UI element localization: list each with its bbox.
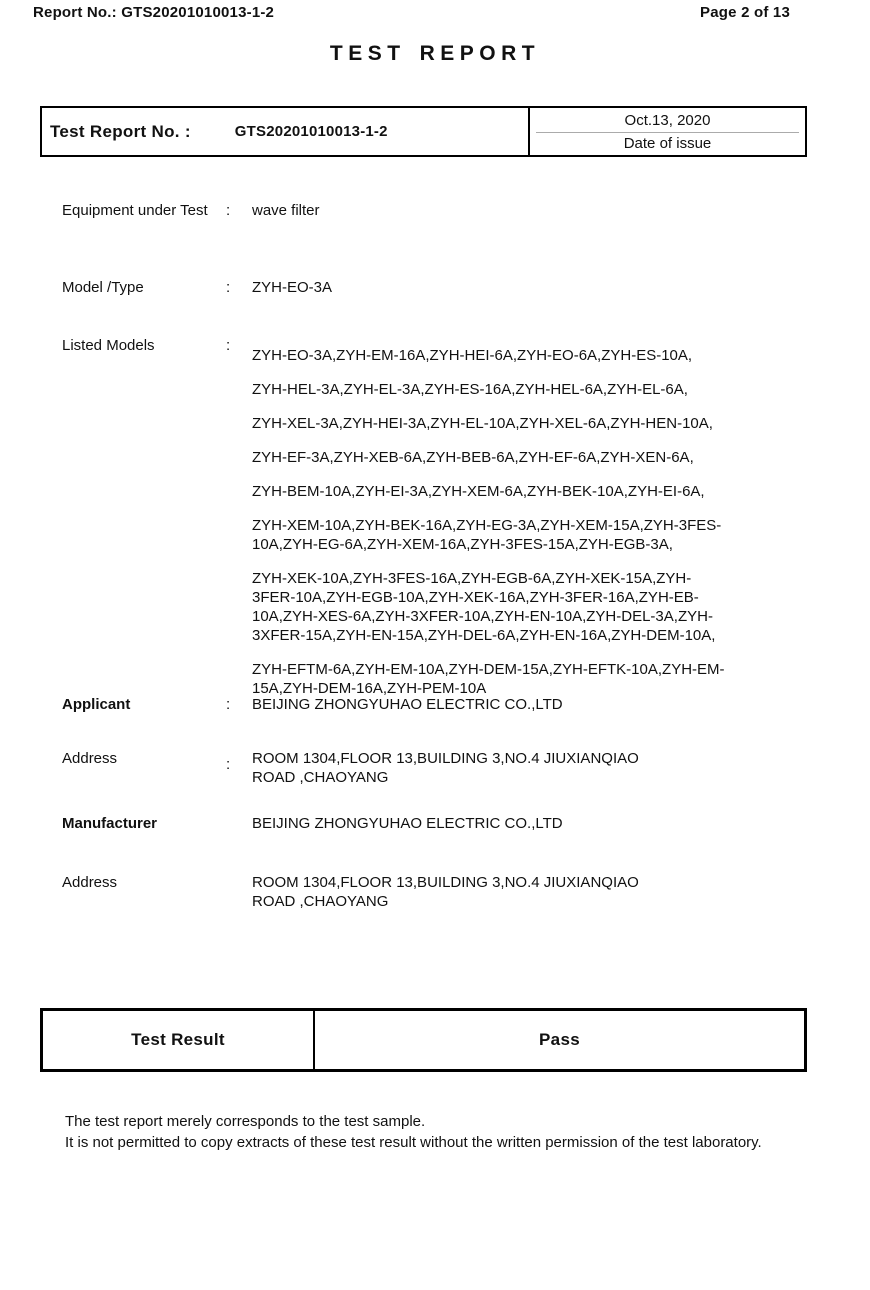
report-number-label: Test Report No. : xyxy=(50,121,191,141)
models-line: 3XFER-15A,ZYH-EN-15A,ZYH-DEL-6A,ZYH-EN-16A,ZYH-DEM-10A, xyxy=(252,627,716,644)
models-line: ZYH-BEM-10A,ZYH-EI-3A,ZYH-XEM-6A,ZYH-BEK-10A,ZYH-EI-6A, xyxy=(252,483,705,500)
models-line: ZYH-EFTM-6A,ZYH-EM-10A,ZYH-DEM-15A,ZYH-EFTK-10A,ZYH-EM- xyxy=(252,661,725,678)
address-line: ROAD ,CHAOYANG xyxy=(252,893,389,910)
address-line: ROOM 1304,FLOOR 13,BUILDING 3,NO.4 JIUXIANQIAO xyxy=(252,874,639,891)
report-number-cell xyxy=(42,108,528,155)
applicant-address-label: Address xyxy=(62,750,118,767)
models-line: ZYH-XEM-10A,ZYH-BEK-16A,ZYH-EG-3A,ZYH-XEM-15A,ZYH-3FES- xyxy=(252,517,722,534)
models-line: ZYH-HEL-3A,ZYH-EL-3A,ZYH-ES-16A,ZYH-HEL-6A,ZYH-EL-6A, xyxy=(252,381,688,398)
models-line: ZYH-EF-3A,ZYH-XEB-6A,ZYH-BEB-6A,ZYH-EF-6A,ZYH-XEN-6A, xyxy=(252,449,694,466)
test-result-value: Pass xyxy=(539,1030,580,1049)
applicant-value: BEIJING ZHONGYUHAO ELECTRIC CO.,LTD xyxy=(252,696,563,713)
models-line: ZYH-XEK-10A,ZYH-3FES-16A,ZYH-EGB-6A,ZYH-XEK-15A,ZYH- xyxy=(252,570,692,587)
models-line: 10A,ZYH-XES-6A,ZYH-3XFER-10A,ZYH-EN-10A,ZYH-DEL-3A,ZYH- xyxy=(252,608,713,625)
running-header xyxy=(33,4,790,21)
test-result-table xyxy=(40,1008,807,1072)
models-line: ZYH-XEL-3A,ZYH-HEI-3A,ZYH-EL-10A,ZYH-XEL-6A,ZYH-HEN-10A, xyxy=(252,415,713,432)
model-value: ZYH-EO-3A xyxy=(252,279,333,296)
address-line: ROOM 1304,FLOOR 13,BUILDING 3,NO.4 JIUXIANQIAO xyxy=(252,750,639,767)
issue-date-label: Date of issue xyxy=(623,134,712,152)
equipment-value: wave filter xyxy=(252,202,320,219)
models-line: 3FER-10A,ZYH-EGB-10A,ZYH-XEK-16A,ZYH-3FER-16A,ZYH-EB- xyxy=(252,589,699,606)
address-line: ROAD ,CHAOYANG xyxy=(252,769,389,786)
report-number-table xyxy=(40,106,807,157)
listed-models-value xyxy=(252,336,814,713)
test-result-label-cell xyxy=(43,1011,315,1069)
manufacturer-value: BEIJING ZHONGYUHAO ELECTRIC CO.,LTD xyxy=(252,815,563,832)
header-report-no: Report No.: GTS20201010013-1-2 xyxy=(33,4,275,21)
disclaimer-line-2: It is not permitted to copy extracts of these test result without the written permission of the test laboratory. xyxy=(65,1133,762,1151)
listed-models-label: Listed Models xyxy=(62,337,155,354)
report-number-value: GTS20201010013-1-2 xyxy=(234,123,388,140)
date-of-issue-cell xyxy=(528,108,805,155)
test-result-label: Test Result xyxy=(131,1030,225,1049)
page-title-word-2: REPORT xyxy=(419,42,541,65)
test-result-value-cell xyxy=(315,1011,804,1069)
equipment-label: Equipment under Test xyxy=(62,202,208,219)
issue-date-value: Oct.13, 2020 xyxy=(624,111,711,129)
applicant-colon: : xyxy=(226,696,231,713)
applicant-address-colon: : xyxy=(226,756,231,773)
equipment-colon: : xyxy=(226,202,231,219)
manufacturer-address-label: Address xyxy=(62,874,118,891)
model-colon: : xyxy=(226,279,231,296)
manufacturer-label: Manufacturer xyxy=(62,815,158,832)
manufacturer-address-value xyxy=(252,873,814,911)
page-title-word-1: TEST xyxy=(329,42,406,65)
models-line: 10A,ZYH-EG-6A,ZYH-XEM-16A,ZYH-3FES-15A,ZYH-EGB-3A, xyxy=(252,536,673,553)
applicant-label: Applicant xyxy=(62,696,131,713)
page-title xyxy=(0,42,870,66)
models-line: ZYH-EO-3A,ZYH-EM-16A,ZYH-HEI-6A,ZYH-EO-6A,ZYH-ES-10A, xyxy=(252,347,693,364)
applicant-address-value xyxy=(252,749,814,787)
listed-models-colon: : xyxy=(226,337,231,354)
footer-disclaimer xyxy=(65,1112,830,1153)
date-divider-line xyxy=(536,132,799,133)
header-page-indicator: Page 2 of 13 xyxy=(700,4,790,21)
models-line: 15A,ZYH-DEM-16A,ZYH-PEM-10A xyxy=(252,680,487,697)
model-label: Model /Type xyxy=(62,279,144,296)
disclaimer-line-1: The test report merely corresponds to the test sample. xyxy=(65,1113,426,1130)
